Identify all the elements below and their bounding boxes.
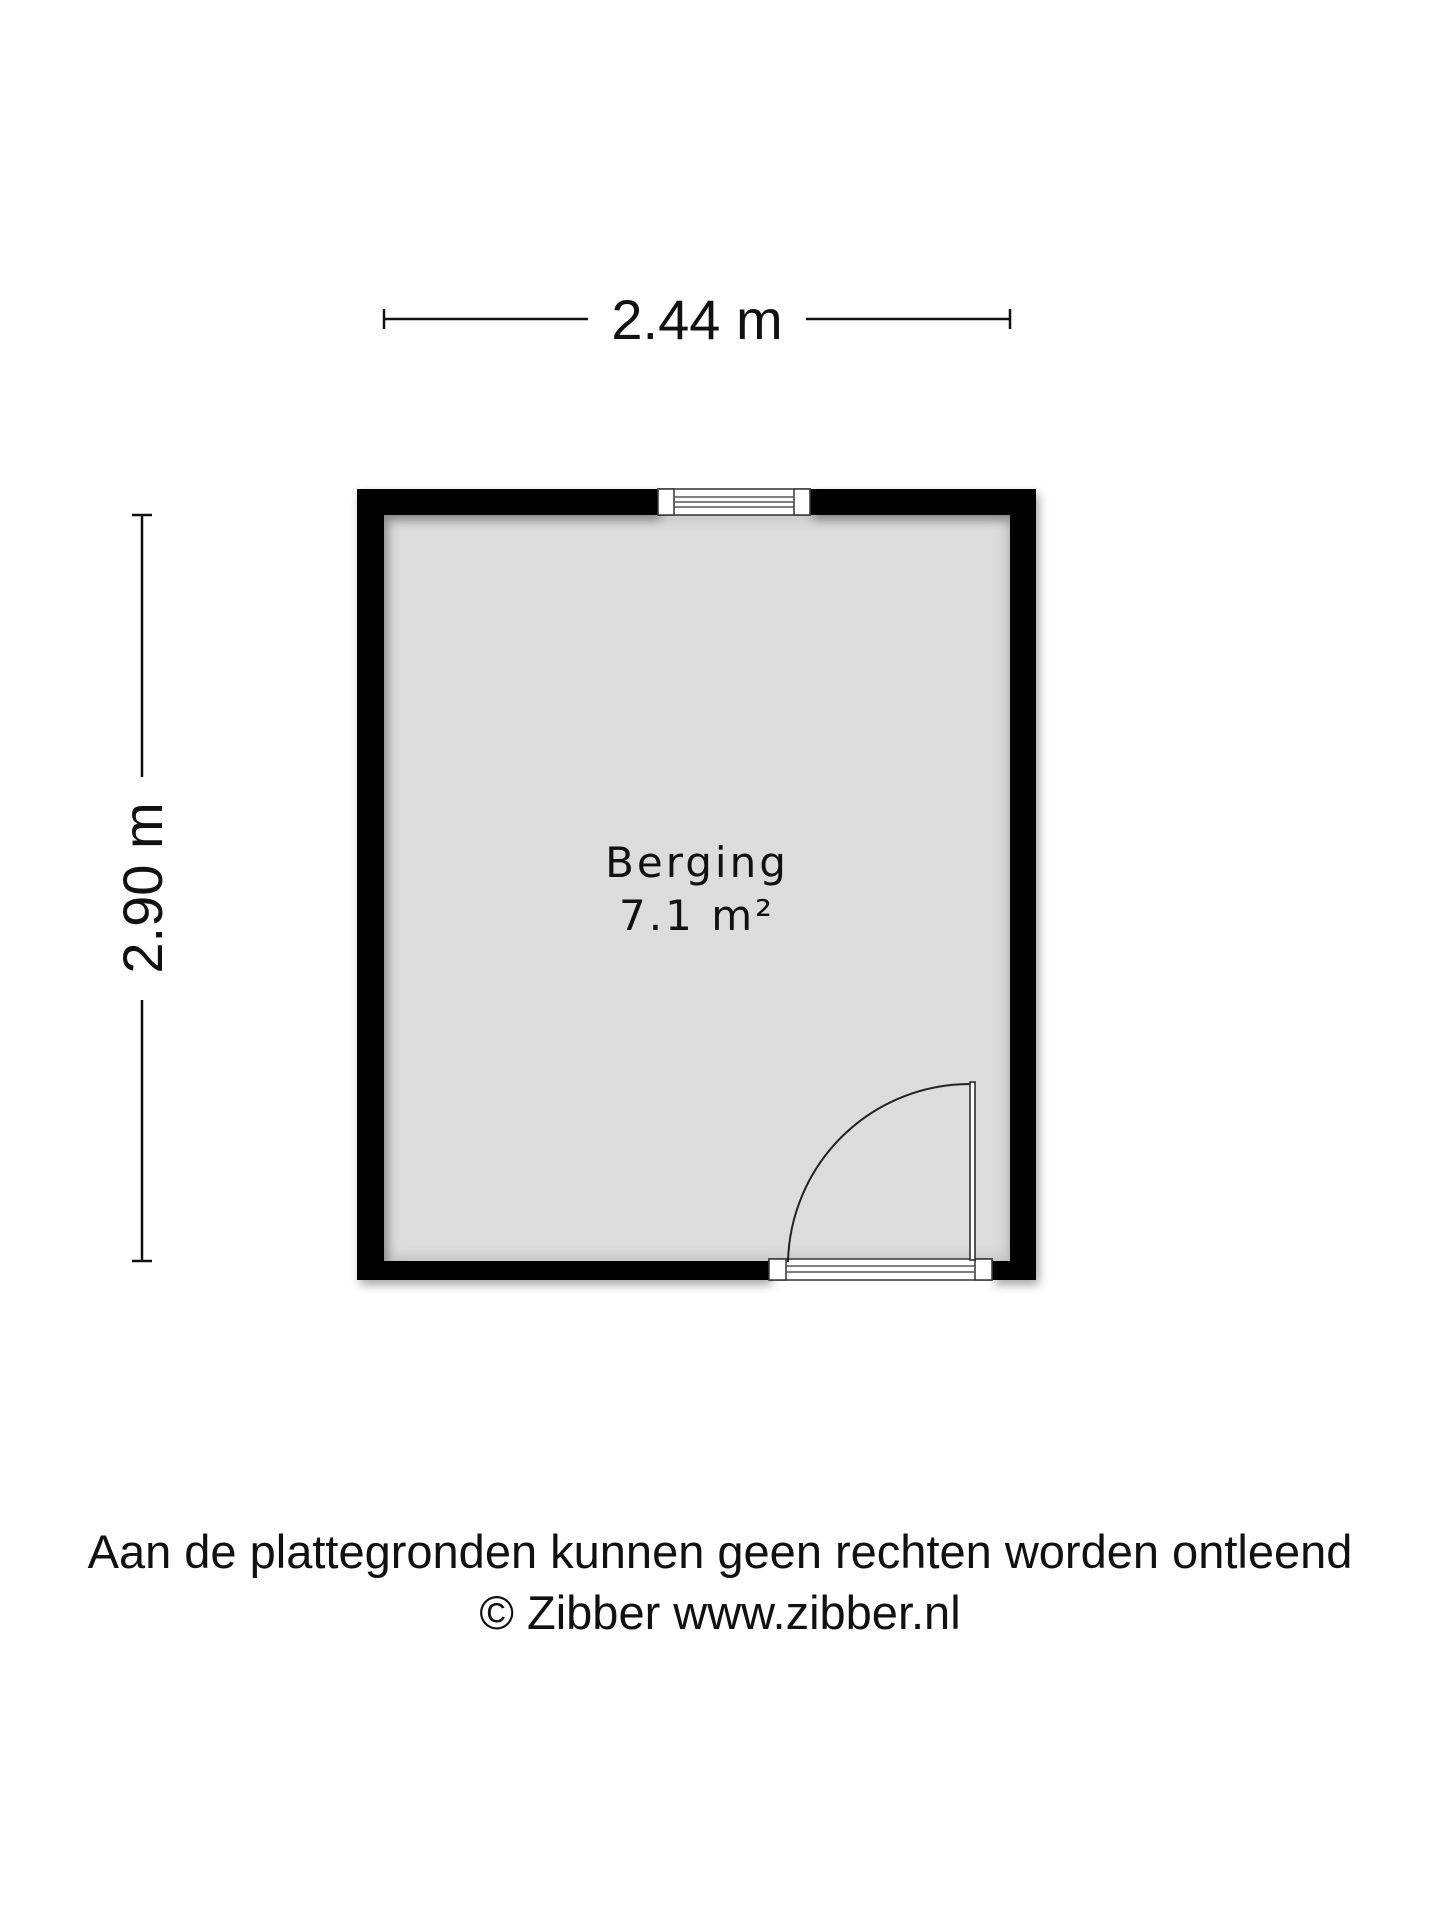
wall-bottom-left [357, 1261, 769, 1280]
wall-right [1010, 489, 1036, 1280]
room-floor [384, 515, 1010, 1261]
wall-top-left [357, 489, 658, 515]
disclaimer-text: Aan de plattegronden kunnen geen rechten worden ontleend [87, 1525, 1353, 1578]
door-leaf [970, 1082, 975, 1260]
window-top [658, 489, 810, 515]
height-dimension-label: 2.90 m [111, 802, 174, 974]
wall-bottom-right [992, 1261, 1036, 1280]
room-area: 7.1 m² [619, 891, 775, 940]
copyright-text: © Zibber www.zibber.nl [479, 1586, 961, 1639]
door-frame [769, 1259, 992, 1280]
width-dimension-label: 2.44 m [611, 288, 783, 351]
width-dimension [384, 288, 1010, 351]
height-dimension [111, 515, 174, 1261]
wall-top-right [810, 489, 1036, 515]
room-name: Berging [605, 838, 789, 887]
wall-left [357, 489, 384, 1280]
